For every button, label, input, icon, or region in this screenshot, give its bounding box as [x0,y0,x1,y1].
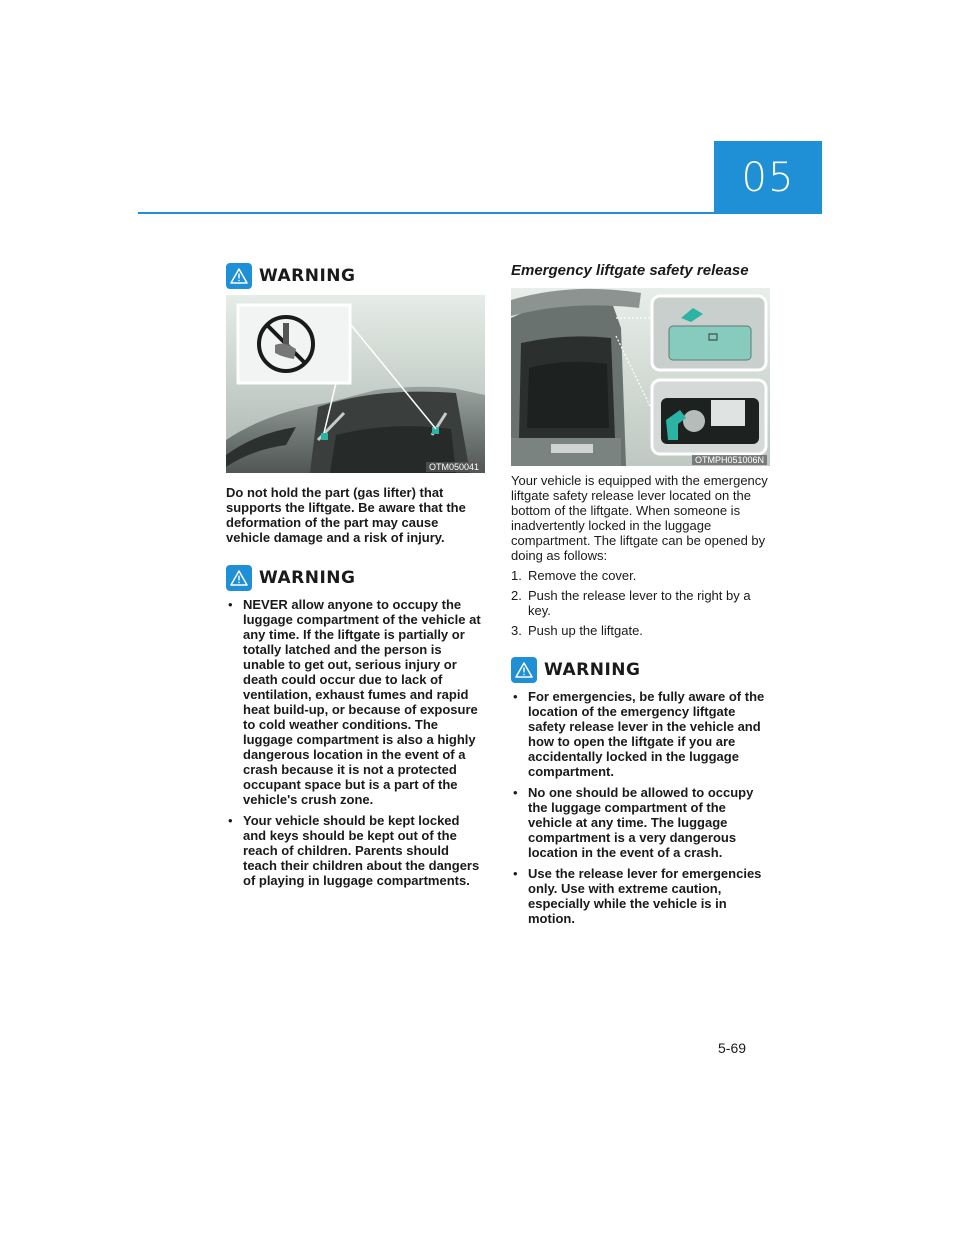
step-number: 2. [511,588,522,603]
warning-header [226,564,486,592]
chapter-number: 05 [741,154,795,201]
warning-title: WARNING [259,568,356,588]
warning-triangle-icon [226,565,252,591]
figure-code: OTMPH051006N [692,455,767,465]
list-item [511,588,771,618]
warning-text: Do not hold the part (gas lifter) that supports the liftgate. Be aware that the deformation of the part may cause vehicle damage and a risk of injury. [226,485,466,545]
list-item: • Use the release lever for emergencies only. Use with extreme caution, especially while the vehicle is in motion. [511,866,771,926]
step-text: Remove the cover. [528,568,637,583]
left-column [226,262,486,894]
warning-triangle-icon [226,263,252,289]
steps-list [511,568,771,638]
warning-bullet-list [511,689,771,926]
right-column [511,262,771,932]
figure-code: OTM050041 [426,462,482,472]
warning-header [226,262,486,290]
section-heading: Emergency liftgate safety release [511,262,749,279]
page-number: 5-69 [718,1040,747,1056]
list-item: • Your vehicle should be kept locked and keys should be kept out of the reach of children. Parents should teach their children about the dangers of playing in luggage compartments. [226,813,486,888]
intro-text: Your vehicle is equipped with the emergency liftgate safety release lever located on the bottom of the liftgate. When someone is inadvertently locked in the luggage compartment. The liftgate can be opened by doing as follows: [511,473,768,563]
gas-lifter-illustration [226,295,485,473]
chapter-tab [714,141,822,214]
warning-title: WARNING [259,266,356,286]
list-item [511,568,771,583]
list-item: • For emergencies, be fully aware of the location of the emergency liftgate safety release lever in the vehicle and how to open the liftgate if you are accidentally locked in the luggage compartment. [511,689,771,779]
warning-bullet-list [226,597,486,888]
warning-triangle-icon [511,657,537,683]
list-item: • No one should be allowed to occupy the luggage compartment of the vehicle at any time. The luggage compartment is a very dangerous location in the event of a crash. [511,785,771,860]
liftgate-release-illustration [511,288,770,466]
step-text: Push the release lever to the right by a key. [528,588,751,618]
warning-header [511,656,771,684]
step-text: Push up the liftgate. [528,623,643,638]
list-item [511,623,771,638]
step-number: 3. [511,623,522,638]
header-rule [138,212,714,214]
warning-title: WARNING [544,660,641,680]
list-item: • NEVER allow anyone to occupy the luggage compartment of the vehicle at any time. If the liftgate is partially or totally latched and the person is unable to get out, serious injury or death could occur due to lack of ventilation, exhaust fumes and rapid heat build-up, or because of exposure to cold weather conditions. The luggage compartment is also a highly dangerous location in the event of a crash because it is not a protected occupant space but is a part of the vehicle's crush zone. [226,597,486,807]
step-number: 1. [511,568,522,583]
